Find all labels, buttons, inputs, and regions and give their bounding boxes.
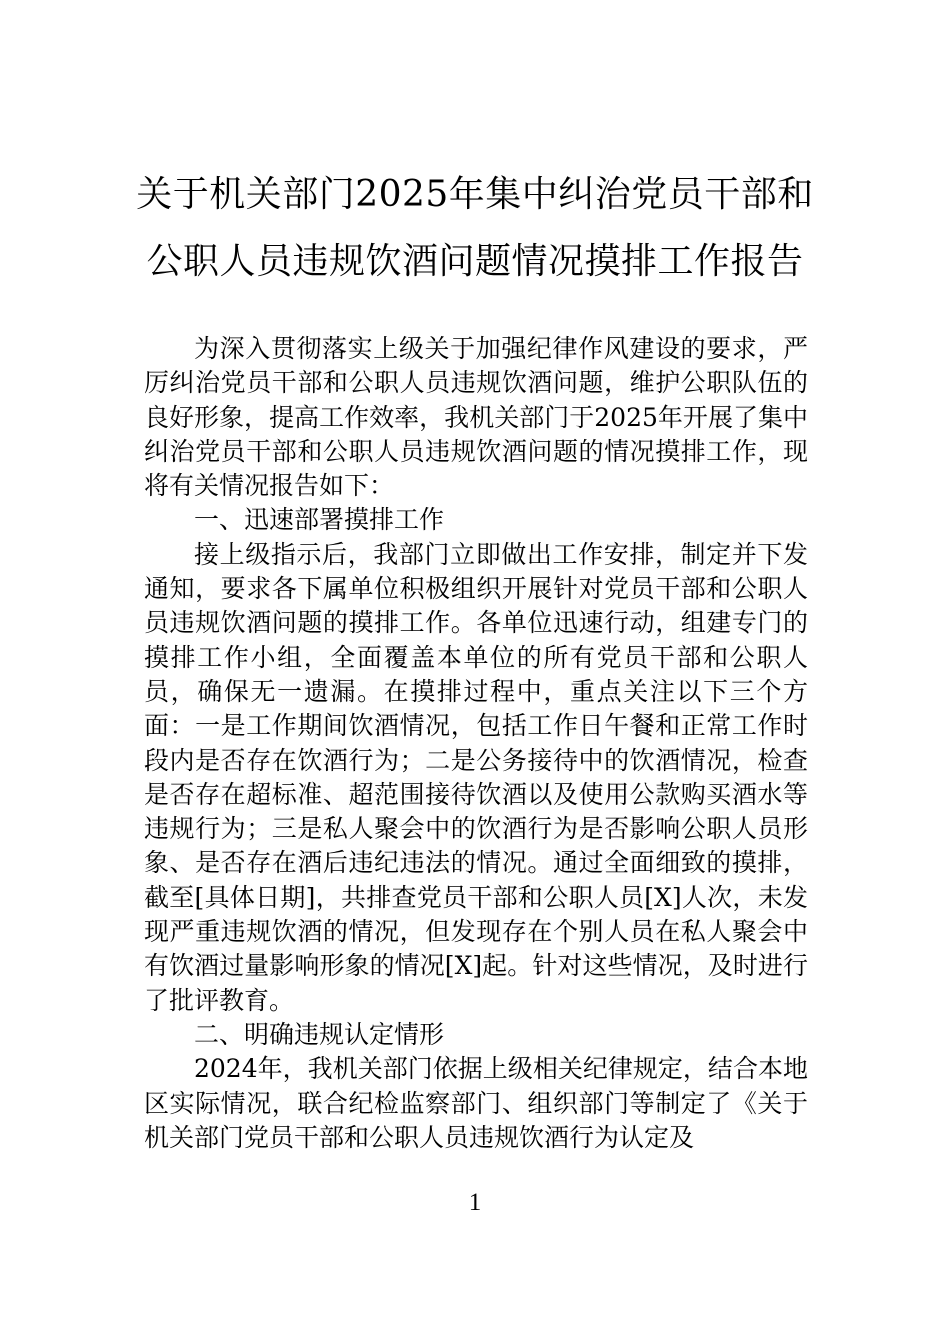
document-title-line-1: 关于机关部门2025年集中纠治党员干部和 xyxy=(136,174,814,215)
section-1-paragraph: 接上级指示后，我部门立即做出工作安排，制定并下发通知，要求各下属单位积极组织开展针对党员干部和公职人员违规饮酒问题的摸排工作。各单位迅速行动，组建专门的摸排工作小组，全面覆盖本单位的所有党员干部和公职人员，确保无一遗漏。在摸排过程中，重点关注以下三个方面：一是工作期间饮酒情况，包括工作日午餐和正常工作时段内是否存在饮酒行为；二是公务接待中的饮酒情况，检查是否存在超标准、超范围接待饮酒以及使用公款购买酒水等违规行为；三是私人聚会中的饮酒行为是否影响公职人员形象、是否存在酒后违纪违法的情况。通过全面细致的摸排，截至[具体日期]，共排查党员干部和公职人员[X]人次，未发现严重违规饮酒的情况，但发现存在个别人员在私人聚会中有饮酒过量影响形象的情况[X]起。针对这些情况，及时进行了批评教育。 xyxy=(144,539,808,1015)
section-heading-2: 二、明确违规认定情形 xyxy=(194,1019,445,1049)
document-body xyxy=(144,332,808,1155)
page-number: 1 xyxy=(468,1189,482,1216)
section-heading-1: 一、迅速部署摸排工作 xyxy=(194,505,445,535)
document-title-line-2: 公职人员违规饮酒问题情况摸排工作报告 xyxy=(146,241,804,282)
section-2-paragraph: 2024年，我机关部门依据上级相关纪律规定，结合本地区实际情况，联合纪检监察部门、组织部门等制定了《关于机关部门党员干部和公职人员违规饮酒行为认定及 xyxy=(144,1054,808,1152)
intro-paragraph: 为深入贯彻落实上级关于加强纪律作风建设的要求，严厉纠治党员干部和公职人员违规饮酒问题，维护公职队伍的良好形象，提高工作效率，我机关部门于2025年开展了集中纠治党员干部和公职人员违规饮酒问题的情况摸排工作，现将有关情况报告如下： xyxy=(144,334,808,501)
